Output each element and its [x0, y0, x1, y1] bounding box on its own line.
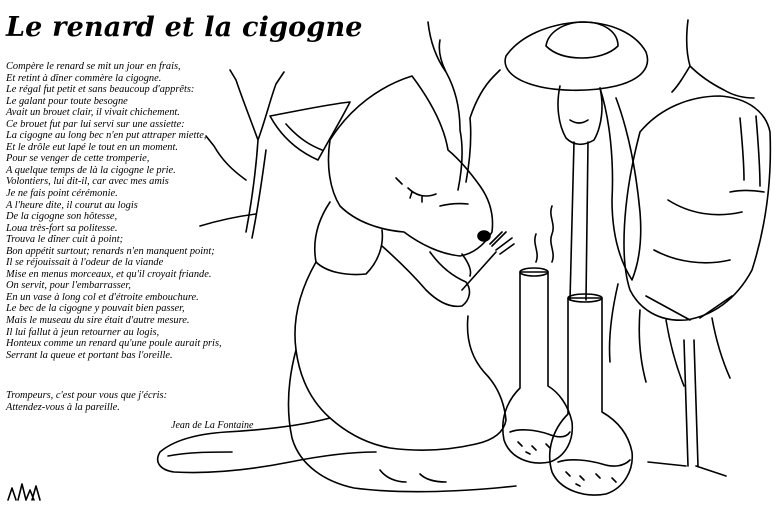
poem-line: Serrant la queue et portant bas l'oreille. — [6, 349, 173, 361]
poem-line: Et retint à dîner commère la cigogne. — [6, 72, 162, 84]
poem-line: Le galant pour toute besogne — [6, 95, 128, 107]
tree-right — [672, 20, 764, 192]
poem-line: Avait un brouet clair, il vivait chichement. — [6, 107, 180, 119]
poem-line: Il se réjouissait à l'odeur de la viande — [6, 257, 164, 269]
poem-line: Bon appétit surtout; renards n'en manquent point; — [6, 245, 215, 257]
fox — [158, 76, 516, 492]
grass-tuft — [8, 484, 40, 500]
poem-line: A l'heure dite, il courut au logis — [6, 199, 138, 211]
author-signature: Jean de La Fontaine — [171, 420, 254, 431]
poem-line: Honteux comme un renard qu'une poule aurait pris, — [6, 338, 222, 350]
poem-line: Le régal fut petit et sans beaucoup d'apprêts: — [6, 84, 195, 96]
moral-line: Attendez-vous à la pareille. — [6, 401, 120, 413]
poem-line: Mais le museau du sire était d'autre mesure. — [6, 315, 190, 327]
moral-line: Trompeurs, c'est pour vous que j'écris: — [6, 390, 168, 401]
poem-line: Il lui fallut à jeun retourner au logis, — [6, 326, 160, 338]
poem-line: On servit, pour l'embarrasser, — [6, 280, 131, 292]
page-title: Le renard et la cigogne — [6, 12, 363, 43]
vase-left — [503, 268, 573, 463]
poem-line: Compère le renard se mit un jour en frais, — [6, 61, 181, 72]
poem-line: Volontiers, lui dit-il, car avec mes amis — [6, 176, 169, 188]
stork — [505, 22, 770, 476]
poem-line: Le bec de la cigogne y pouvait bien passer, — [6, 303, 185, 315]
poem-line: Ce brouet fut par lui servi sur une assiette: — [6, 118, 185, 130]
poem-line: En un vase à long col et d'étroite embouchure. — [6, 291, 199, 303]
poem-line: De la cigogne son hôtesse, — [6, 211, 118, 223]
poem-line: Trouva le dîner cuit à point; — [6, 234, 124, 246]
tree-center — [428, 22, 500, 206]
poem-line: Mise en menus morceaux, et qu'il croyait friande. — [6, 268, 212, 280]
poem-line: Et le drôle eut lapé le tout en un moment. — [6, 141, 178, 153]
poem-line: Pour se venger de cette tromperie, — [6, 153, 150, 165]
poem-line: La cigogne au long bec n'en put attraper miette, — [6, 130, 207, 142]
poem-line: A quelque temps de là la cigogne le prie. — [6, 164, 176, 176]
tree-left — [200, 70, 284, 238]
poem-line: Loua très-fort sa politesse. — [6, 222, 118, 234]
poem-line: Je ne fais point cérémonie. — [6, 188, 118, 200]
